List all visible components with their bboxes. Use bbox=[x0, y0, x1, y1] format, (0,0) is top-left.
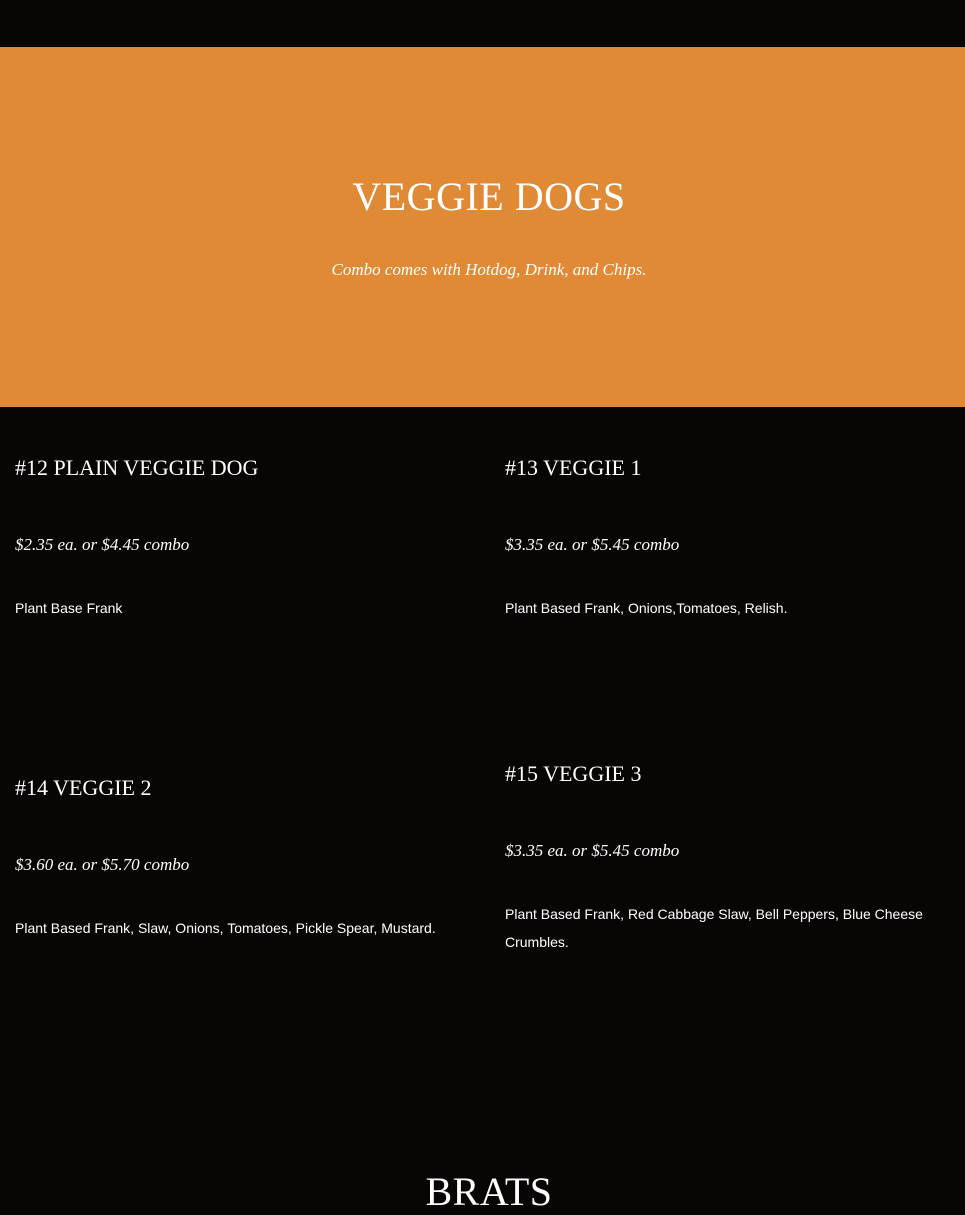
top-bar bbox=[0, 0, 965, 47]
menu-item-description: Plant Based Frank, Slaw, Onions, Tomatoes, Pickle Spear, Mustard. bbox=[15, 920, 436, 936]
menu-item bbox=[505, 455, 960, 616]
next-section-title: BRATS bbox=[425, 1169, 553, 1214]
section-title: VEGGIE DOGS bbox=[352, 174, 626, 219]
menu-item-description: Plant Base Frank bbox=[15, 600, 123, 616]
menu-item bbox=[505, 761, 960, 950]
menu-item bbox=[15, 775, 485, 936]
menu-item-price: $3.60 ea. or $5.70 combo bbox=[15, 855, 190, 874]
menu-item-price: $2.35 ea. or $4.45 combo bbox=[15, 535, 190, 554]
menu-item-title: #12 PLAIN VEGGIE DOG bbox=[15, 455, 259, 480]
menu-item-title: #13 VEGGIE 1 bbox=[505, 455, 642, 480]
menu-item-price: $3.35 ea. or $5.45 combo bbox=[505, 535, 680, 554]
menu-item-description: Plant Based Frank, Onions,Tomatoes, Relish. bbox=[505, 600, 788, 616]
menu-item-title: #14 VEGGIE 2 bbox=[15, 775, 152, 800]
menu-item-description: Plant Based Frank, Red Cabbage Slaw, Bell Peppers, Blue Cheese Crumbles. bbox=[505, 906, 923, 950]
menu-item bbox=[15, 455, 485, 616]
menu-item-price: $3.35 ea. or $5.45 combo bbox=[505, 841, 680, 860]
section-subtitle: Combo comes with Hotdog, Drink, and Chips. bbox=[331, 260, 647, 279]
menu-item-title: #15 VEGGIE 3 bbox=[505, 761, 642, 786]
veggie-dogs-hero bbox=[0, 47, 965, 407]
